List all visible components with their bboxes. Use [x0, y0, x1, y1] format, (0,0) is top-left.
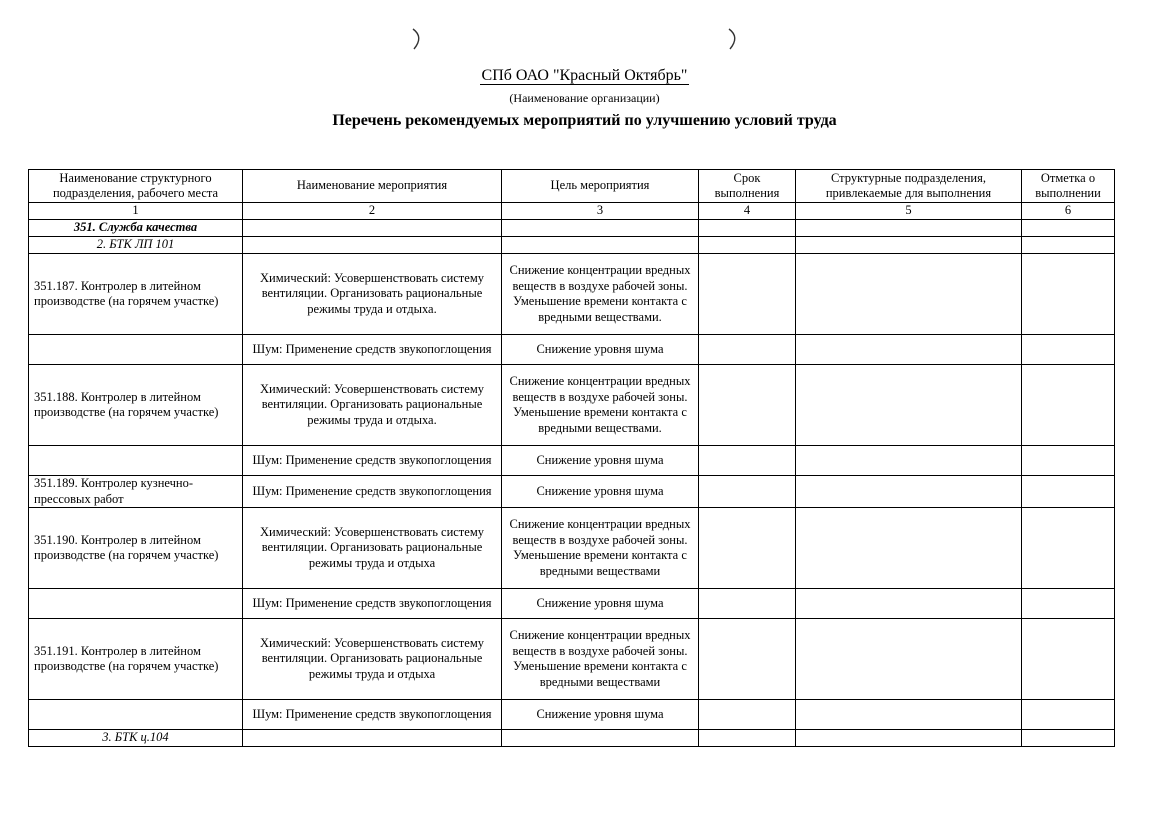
measure-text: Шум: Применение средств звукопоглощения [243, 476, 502, 508]
workplace-name: 351.188. Контролер в литейном производстве (на горячем участке) [29, 365, 243, 446]
column-header: Срок выполнения [699, 170, 796, 203]
measure-text: Шум: Применение средств звукопоглощения [243, 446, 502, 476]
goal-text: Снижение уровня шума [502, 589, 699, 619]
column-header: Наименование мероприятия [243, 170, 502, 203]
organization-name: СПб ОАО "Красный Октябрь" [481, 67, 688, 84]
table-row [29, 335, 1115, 365]
column-number: 3 [502, 203, 699, 220]
table-row [29, 589, 1115, 619]
column-number: 4 [699, 203, 796, 220]
column-header: Цель мероприятия [502, 170, 699, 203]
column-number: 1 [29, 203, 243, 220]
column-number-row [29, 203, 1115, 220]
column-header: Структурные подразделения, привлекаемые для выполнения [796, 170, 1022, 203]
measures-table [28, 169, 1115, 747]
measure-text: Шум: Применение средств звукопоглощения [243, 700, 502, 730]
measure-text: Химический: Усовершенствовать систему вентиляции. Организовать рациональные режимы труда и отдыха [243, 508, 502, 589]
goal-text: Снижение уровня шума [502, 700, 699, 730]
column-number: 2 [243, 203, 502, 220]
column-number: 5 [796, 203, 1022, 220]
goal-text: Снижение концентрации вредных веществ в воздухе рабочей зоны. Уменьшение времени контакта с вредными веществами. [502, 254, 699, 335]
goal-text: Снижение концентрации вредных веществ в воздухе рабочей зоны. Уменьшение времени контакта с вредными веществами. [502, 365, 699, 446]
goal-text: Снижение концентрации вредных веществ в воздухе рабочей зоны. Уменьшение времени контакта с вредными веществами [502, 508, 699, 589]
column-header: Отметка о выполнении [1022, 170, 1115, 203]
goal-text: Снижение уровня шума [502, 335, 699, 365]
section-row [29, 730, 1115, 747]
punch-mark-left [410, 28, 426, 50]
table-row [29, 619, 1115, 700]
table-header-row [29, 170, 1115, 203]
column-header: Наименование структурного подразделения, рабочего места [29, 170, 243, 203]
goal-text: Снижение уровня шума [502, 476, 699, 508]
table-row [29, 476, 1115, 508]
section-name: 3. БТК ц.104 [29, 730, 243, 747]
organization-caption: (Наименование организации) [509, 91, 660, 105]
table-row [29, 508, 1115, 589]
section-name: 2. БТК ЛП 101 [29, 237, 243, 254]
section-row [29, 237, 1115, 254]
department-row [29, 220, 1115, 237]
punch-mark-right [726, 28, 742, 50]
workplace-name: 351.189. Контролер кузнечно-прессовых работ [29, 476, 243, 508]
goal-text: Снижение концентрации вредных веществ в воздухе рабочей зоны. Уменьшение времени контакта с вредными веществами [502, 619, 699, 700]
measure-text: Химический: Усовершенствовать систему вентиляции. Организовать рациональные режимы труда и отдыха. [243, 254, 502, 335]
workplace-name: 351.187. Контролер в литейном производстве (на горячем участке) [29, 254, 243, 335]
measure-text: Химический: Усовершенствовать систему вентиляции. Организовать рациональные режимы труда и отдыха [243, 619, 502, 700]
department-name: 351. Служба качества [29, 220, 243, 237]
measure-text: Шум: Применение средств звукопоглощения [243, 589, 502, 619]
column-number: 6 [1022, 203, 1115, 220]
workplace-name: 351.191. Контролер в литейном производстве (на горячем участке) [29, 619, 243, 700]
document-title: Перечень рекомендуемых мероприятий по улучшению условий труда [332, 112, 837, 129]
measure-text: Химический: Усовершенствовать систему вентиляции. Организовать рациональные режимы труда и отдыха. [243, 365, 502, 446]
table-row [29, 700, 1115, 730]
table-row [29, 446, 1115, 476]
table-row [29, 254, 1115, 335]
goal-text: Снижение уровня шума [502, 446, 699, 476]
table-row [29, 365, 1115, 446]
measure-text: Шум: Применение средств звукопоглощения [243, 335, 502, 365]
workplace-name: 351.190. Контролер в литейном производстве (на горячем участке) [29, 508, 243, 589]
